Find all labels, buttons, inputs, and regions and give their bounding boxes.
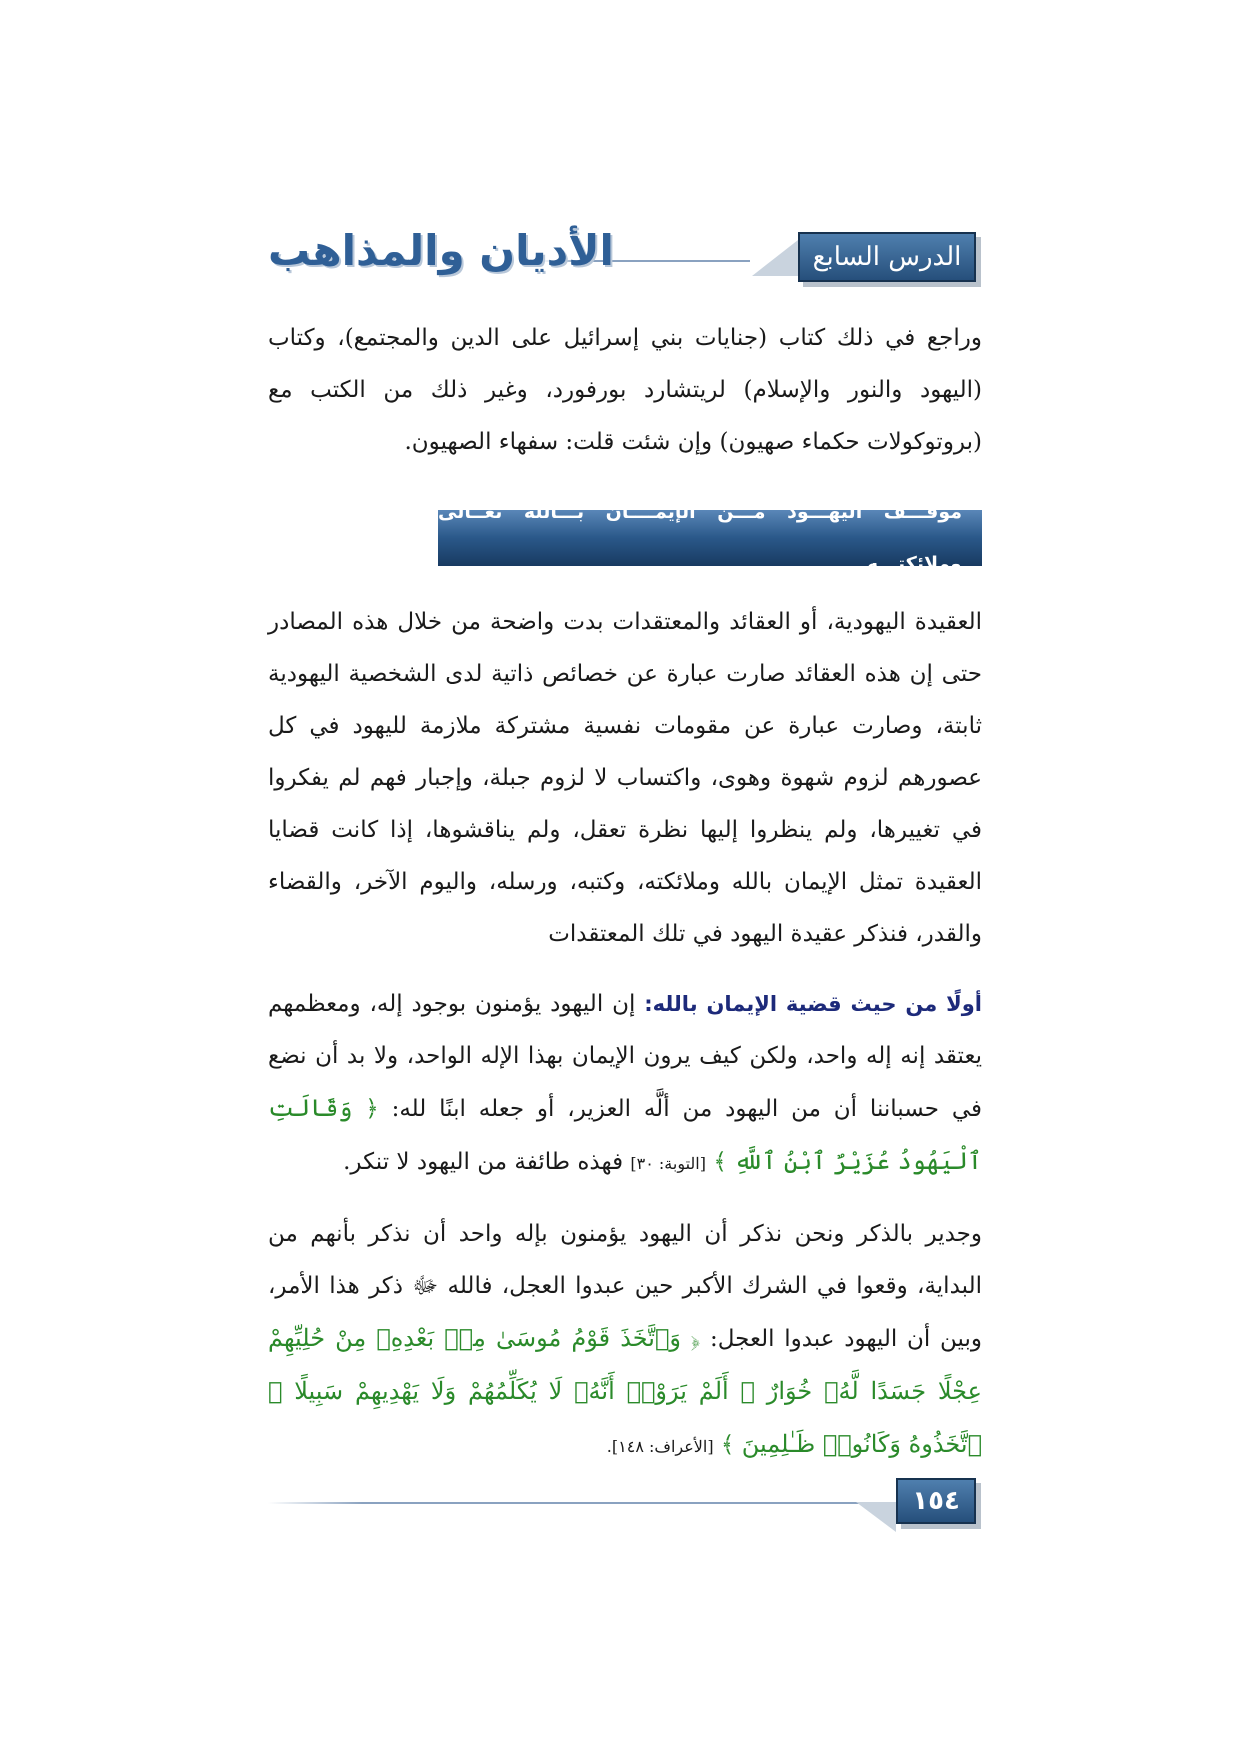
intro-paragraph: وراجع في ذلك كتاب (جنايات بني إسرائيل على الدين والمجتمع)، وكتاب (اليهود والنور والإسلام) لريتشارد بورفورد، وغير ذلك من الكتب مع (بروتوكولات حكماء صهيون) وإن شئت قلت: سفهاء الصهيون.: [268, 325, 982, 455]
section-heading-text: موقـــف اليهـــود مـــن الإيمــــان بـــالله تعــالى وملائكتـــه: [438, 501, 962, 575]
beliefs-paragraph: العقيدة اليهودية، أو العقائد والمعتقدات بدت واضحة من خلال هذه المصادر حتى إن هذه العقائد صارت عبارة عن خصائص ذاتية لدى الشخصية اليهودية ثابتة، وصارت عبارة عن مقومات نفسية مشتركة ملازمة لليهود في كل عصورهم لزوم شهوة وهوى، واكتساب لا لزوم جبلة، وإجبار فهم لم يفكروا في تغييرها، ولم ينظروا إليها نظرة تعقل، ولم يناقشوها، إذا كانت قضايا العقيدة تمثل الإيمان بالله وملائكته، وكتبه، ورسله، واليوم الآخر، والقضاء والقدر، فنذكر عقيدة اليهود في تلك المعتقدات: [268, 609, 982, 947]
book-title: الأديان والمذاهب: [268, 226, 614, 275]
first-point-lead: أولًا من حيث قضية الإيمان بالله:: [644, 992, 982, 1016]
header-arrow-decoration: [752, 240, 798, 276]
quran-verse-tawbah: وَقَالَتِ ٱلْيَهُودُ عُزَيْرٌ ٱبْنُ ٱللَّهِ: [268, 1094, 982, 1175]
quran-verse-araf: وَٱتَّخَذَ قَوْمُ مُوسَىٰ مِنۢ بَعْدِهِۦ مِنْ حُلِيِّهِمْ عِجْلًا جَسَدًا لَّهُۥ خُوَارٌ ۚ أَلَمْ يَرَوْا۟ أَنَّهُۥ لَا يُكَلِّمُهُمْ وَلَا يَهْدِيهِمْ سَبِيلًا ۘ ٱتَّخَذُوهُ وَكَانُوا۟ ظَـٰلِمِينَ: [268, 1324, 982, 1458]
page-content: [268, 312, 982, 1473]
page-number: ١٥٤: [912, 1486, 960, 1516]
second-paragraph: [268, 1208, 982, 1473]
first-point-paragraph: [268, 978, 982, 1190]
page-footer: [268, 1478, 976, 1534]
first-point-ending: فهذه طائفة من اليهود لا تنكر.: [343, 1149, 631, 1175]
footer-divider: [268, 1502, 896, 1504]
verse-open-bracket: ﴿: [365, 1096, 379, 1122]
second-paragraph-text: وجدير بالذكر ونحن نذكر أن اليهود يؤمنون بإله واحد أن نذكر بأنهم من البداية، وقعوا في الشرك الأكبر حين عبدوا العجل، فالله ﷻ ذكر هذا الأمر، وبين أن اليهود عبدوا العجل:: [268, 1221, 983, 1352]
first-point-text: إن اليهود يؤمنون بوجود إله، ومعظمهم يعتقد إنه إله واحد، ولكن كيف يرون الإيمان بهذا الإله الواحد، ولا بد أن نضع في حسباننا أن من اليهود من ألَّه العزير، أو جعله ابنًا لله:: [268, 991, 982, 1122]
verse-open-bracket: ﴿: [690, 1326, 701, 1352]
verse-reference-tawbah: [التوبة: ٣٠]: [630, 1154, 706, 1173]
lesson-label-box: [798, 232, 976, 282]
section-heading: [438, 501, 982, 575]
verse-close-bracket: ﴾: [720, 1432, 735, 1458]
verse-close-bracket: ﴾: [713, 1149, 727, 1175]
footer-arrow-decoration: [856, 1502, 896, 1532]
page-number-box: [896, 1478, 976, 1524]
lesson-label: الدرس السابع: [812, 242, 962, 272]
page-header: [268, 226, 976, 290]
verse-reference-araf: [الأعراف: ١٤٨].: [606, 1437, 714, 1456]
